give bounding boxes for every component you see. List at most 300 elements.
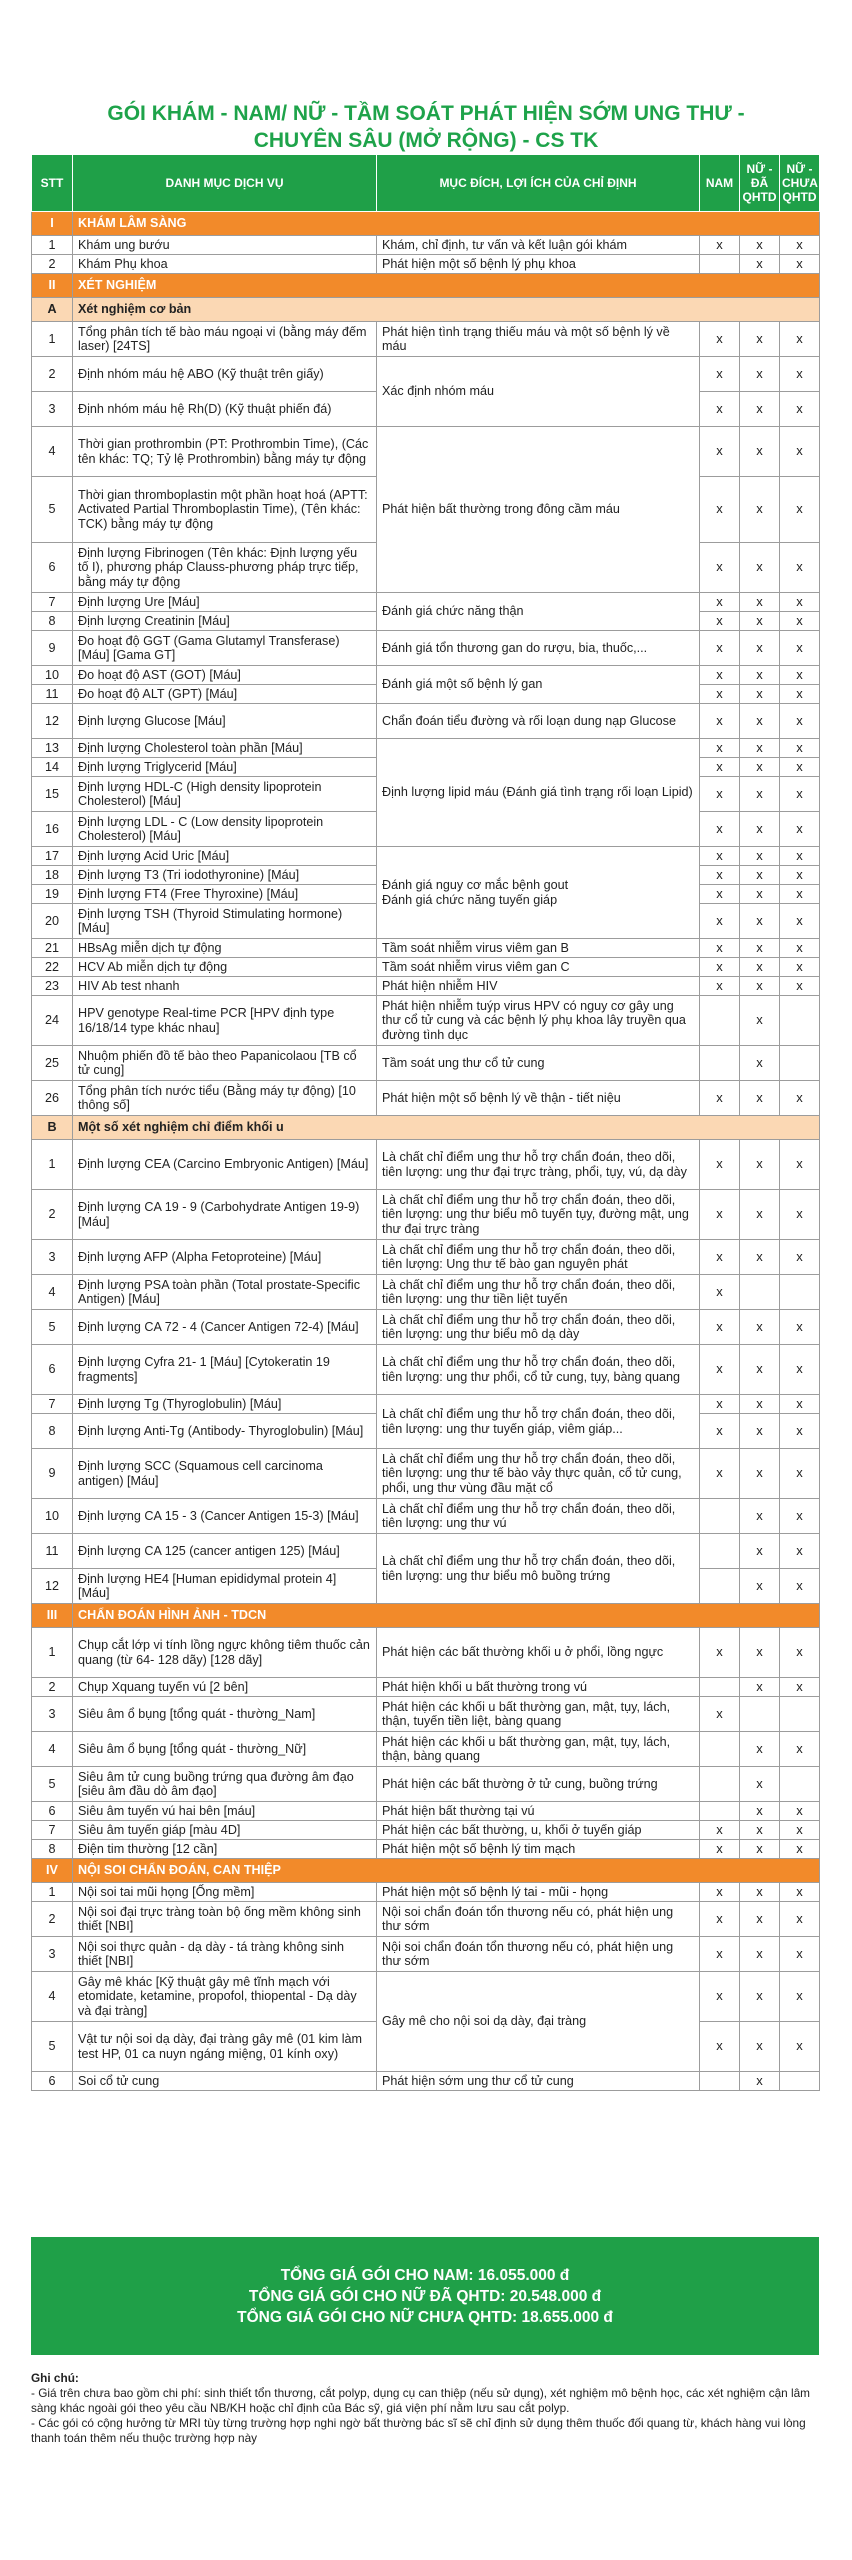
service-name: Đo hoạt độ GGT (Gama Glutamyl Transferase) [Máu] [Gama GT] xyxy=(73,631,377,666)
purpose-cell: Đánh giá tổn thương gan do rượu, bia, thuốc,... xyxy=(377,631,700,666)
table-row xyxy=(32,631,820,666)
row-stt: 4 xyxy=(32,1972,73,2022)
mark-nam: x xyxy=(700,812,740,847)
mark-nu-chua-qhtd: x xyxy=(780,357,820,392)
service-name: HCV Ab miễn dịch tự động xyxy=(73,958,377,977)
mark-nu-da-qhtd: x xyxy=(740,543,780,593)
service-name: Định lượng CA 125 (cancer antigen 125) [Máu] xyxy=(73,1534,377,1569)
mark-nu-chua-qhtd xyxy=(780,1767,820,1802)
mark-nam: x xyxy=(700,1140,740,1190)
mark-nam: x xyxy=(700,236,740,255)
table-row xyxy=(32,1499,820,1534)
mark-nu-chua-qhtd: x xyxy=(780,255,820,274)
section-title: Một số xét nghiệm chỉ điểm khối u xyxy=(73,1116,820,1140)
mark-nam: x xyxy=(700,1310,740,1345)
mark-nu-chua-qhtd: x xyxy=(780,236,820,255)
table-row xyxy=(32,1802,820,1821)
purpose-cell: Phát hiện các bất thường ở tử cung, buồng trứng xyxy=(377,1767,700,1802)
purpose-cell: Phát hiện các khối u bất thường gan, mật, tụy, lách, thận, tuyến tiền liệt, bàng quang xyxy=(377,1697,700,1732)
purpose-cell: Phát hiện bất thường tại vú xyxy=(377,1802,700,1821)
mark-nam: x xyxy=(700,2022,740,2072)
purpose-cell: Tầm soát ung thư cổ tử cung xyxy=(377,1046,700,1081)
service-name: Định nhóm máu hệ ABO (Kỹ thuật trên giấy) xyxy=(73,357,377,392)
row-stt: A xyxy=(32,298,73,322)
row-stt: 20 xyxy=(32,904,73,939)
purpose-cell: Là chất chỉ điểm ung thư hỗ trợ chẩn đoán, theo dõi, tiên lượng: ung thư biểu mô tuyến tụy, đường mật, ung thư đại trực tràng xyxy=(377,1190,700,1240)
row-stt: 7 xyxy=(32,1395,73,1414)
mark-nu-chua-qhtd: x xyxy=(780,777,820,812)
mark-nam: x xyxy=(700,1697,740,1732)
row-stt: 11 xyxy=(32,685,73,704)
service-name: Khám Phụ khoa xyxy=(73,255,377,274)
table-row xyxy=(32,1046,820,1081)
mark-nu-chua-qhtd xyxy=(780,1697,820,1732)
purpose-cell: Phát hiện nhiễm HIV xyxy=(377,977,700,996)
mark-nu-chua-qhtd: x xyxy=(780,1902,820,1937)
mark-nu-da-qhtd: x xyxy=(740,631,780,666)
mark-nu-da-qhtd: x xyxy=(740,758,780,777)
service-name: Khám ung bướu xyxy=(73,236,377,255)
mark-nam: x xyxy=(700,885,740,904)
mark-nu-da-qhtd: x xyxy=(740,1678,780,1697)
mark-nu-chua-qhtd xyxy=(780,2072,820,2091)
row-stt: 9 xyxy=(32,631,73,666)
table-row xyxy=(32,1767,820,1802)
mark-nu-chua-qhtd: x xyxy=(780,939,820,958)
section-title: XÉT NGHIỆM xyxy=(73,274,820,298)
service-name: HPV genotype Real-time PCR [HPV định type 16/18/14 type khác nhau] xyxy=(73,996,377,1046)
page-title xyxy=(0,100,852,154)
mark-nu-chua-qhtd: x xyxy=(780,1190,820,1240)
row-stt: 8 xyxy=(32,612,73,631)
row-stt: 5 xyxy=(32,2022,73,2072)
table-row xyxy=(32,1534,820,1569)
mark-nu-chua-qhtd xyxy=(780,996,820,1046)
table-row xyxy=(32,1449,820,1499)
service-name: Siêu âm tử cung buồng trứng qua đường âm đạo [siêu âm đầu dò âm đạo] xyxy=(73,1767,377,1802)
mark-nu-da-qhtd: x xyxy=(740,666,780,685)
table-row xyxy=(32,1240,820,1275)
row-stt: 4 xyxy=(32,427,73,477)
mark-nu-da-qhtd: x xyxy=(740,777,780,812)
mark-nu-chua-qhtd: x xyxy=(780,1883,820,1902)
service-name: Định lượng Triglycerid [Máu] xyxy=(73,758,377,777)
mark-nu-da-qhtd: x xyxy=(740,427,780,477)
row-stt: 6 xyxy=(32,543,73,593)
section-row xyxy=(32,1859,820,1883)
table-header-row xyxy=(32,155,820,212)
mark-nam: x xyxy=(700,685,740,704)
mark-nam: x xyxy=(700,322,740,357)
mark-nu-da-qhtd: x xyxy=(740,1081,780,1116)
mark-nu-da-qhtd: x xyxy=(740,739,780,758)
purpose-cell: Phát hiện tình trạng thiếu máu và một số bệnh lý về máu xyxy=(377,322,700,357)
mark-nu-da-qhtd: x xyxy=(740,1802,780,1821)
row-stt: 19 xyxy=(32,885,73,904)
mark-nam: x xyxy=(700,1275,740,1310)
row-stt: 5 xyxy=(32,477,73,543)
row-stt: 5 xyxy=(32,1767,73,1802)
service-name: Định lượng SCC (Squamous cell carcinoma antigen) [Máu] xyxy=(73,1449,377,1499)
table-row xyxy=(32,322,820,357)
table-row xyxy=(32,1883,820,1902)
purpose-cell: Đánh giá chức năng thận xyxy=(377,593,700,631)
header-nam: NAM xyxy=(700,155,740,212)
row-stt: 16 xyxy=(32,812,73,847)
purpose-cell: Phát hiện các khối u bất thường gan, mật, tụy, lách, thận, bàng quang xyxy=(377,1732,700,1767)
service-name: Định lượng Creatinin [Máu] xyxy=(73,612,377,631)
mark-nu-chua-qhtd: x xyxy=(780,1732,820,1767)
mark-nam xyxy=(700,1499,740,1534)
row-stt: 15 xyxy=(32,777,73,812)
row-stt: 21 xyxy=(32,939,73,958)
section-row xyxy=(32,212,820,236)
mark-nu-chua-qhtd: x xyxy=(780,631,820,666)
mark-nu-da-qhtd: x xyxy=(740,1937,780,1972)
table-row xyxy=(32,977,820,996)
mark-nam: x xyxy=(700,1628,740,1678)
table-row xyxy=(32,1395,820,1414)
table-row xyxy=(32,236,820,255)
table-row xyxy=(32,1697,820,1732)
purpose-cell: Tầm soát nhiễm virus viêm gan B xyxy=(377,939,700,958)
mark-nam: x xyxy=(700,1902,740,1937)
row-stt: 3 xyxy=(32,392,73,427)
subsection-row xyxy=(32,298,820,322)
mark-nu-chua-qhtd: x xyxy=(780,904,820,939)
service-name: Tổng phân tích tế bào máu ngoại vi (bằng máy đếm laser) [24TS] xyxy=(73,322,377,357)
mark-nam: x xyxy=(700,1190,740,1240)
row-stt: 4 xyxy=(32,1732,73,1767)
row-stt: IV xyxy=(32,1859,73,1883)
service-name: HIV Ab test nhanh xyxy=(73,977,377,996)
total-nu-chua-qhtd: TỔNG GIÁ GÓI CHO NỮ CHƯA QHTD: 18.655.000 đ xyxy=(237,2308,613,2326)
service-name: Định lượng HE4 [Human epididymal protein 4] [Máu] xyxy=(73,1569,377,1604)
purpose-cell: Phát hiện khối u bất thường trong vú xyxy=(377,1678,700,1697)
header-purpose: MỤC ĐÍCH, LỢI ÍCH CỦA CHỈ ĐỊNH xyxy=(377,155,700,212)
service-name: Định lượng HDL-C (High density lipoprotein Cholesterol) [Máu] xyxy=(73,777,377,812)
table-row xyxy=(32,255,820,274)
table-row xyxy=(32,704,820,739)
service-name: Định lượng CA 19 - 9 (Carbohydrate Antigen 19-9) [Máu] xyxy=(73,1190,377,1240)
row-stt: 22 xyxy=(32,958,73,977)
row-stt: 1 xyxy=(32,1140,73,1190)
mark-nam xyxy=(700,255,740,274)
mark-nu-da-qhtd: x xyxy=(740,477,780,543)
mark-nu-da-qhtd: x xyxy=(740,322,780,357)
table-body xyxy=(32,212,820,2091)
mark-nam: x xyxy=(700,1414,740,1449)
mark-nu-da-qhtd: x xyxy=(740,1240,780,1275)
row-stt: 2 xyxy=(32,255,73,274)
mark-nu-da-qhtd: x xyxy=(740,1767,780,1802)
row-stt: 2 xyxy=(32,357,73,392)
mark-nu-da-qhtd: x xyxy=(740,1499,780,1534)
service-name: Siêu âm ổ bụng [tổng quát - thường_Nam] xyxy=(73,1697,377,1732)
mark-nu-chua-qhtd: x xyxy=(780,392,820,427)
table-row xyxy=(32,939,820,958)
purpose-cell: Là chất chỉ điểm ung thư hỗ trợ chẩn đoán, theo dõi, tiên lượng: ung thư tế bào vảy thực quản, cổ tử cung, phổi, ung thư vùng đầu mặt cổ xyxy=(377,1449,700,1499)
mark-nu-da-qhtd: x xyxy=(740,866,780,885)
total-nam: TỔNG GIÁ GÓI CHO NAM: 16.055.000 đ xyxy=(280,2266,570,2284)
mark-nam xyxy=(700,1767,740,1802)
row-stt: 6 xyxy=(32,2072,73,2091)
row-stt: 6 xyxy=(32,1802,73,1821)
mark-nu-chua-qhtd: x xyxy=(780,866,820,885)
row-stt: I xyxy=(32,212,73,236)
table-row xyxy=(32,1190,820,1240)
service-name: Nhuộm phiến đồ tế bào theo Papanicolaou [TB cổ tử cung] xyxy=(73,1046,377,1081)
service-name: Gây mê khác [Kỹ thuật gây mê tĩnh mạch với etomidate, ketamine, propofol, thiopental - Dạ dày và đại tràng] xyxy=(73,1972,377,2022)
purpose-cell: Là chất chỉ điểm ung thư hỗ trợ chẩn đoán, theo dõi, tiên lượng: ung thư tuyến giáp, viêm giáp... xyxy=(377,1395,700,1449)
purpose-cell: Định lượng lipid máu (Đánh giá tình trạng rối loạn Lipid) xyxy=(377,739,700,847)
service-name: Định lượng Tg (Thyroglobulin) [Máu] xyxy=(73,1395,377,1414)
service-name: Chụp cắt lớp vi tính lồng ngực không tiêm thuốc cản quang (từ 64- 128 dãy) [128 dãy] xyxy=(73,1628,377,1678)
row-stt: 6 xyxy=(32,1345,73,1395)
purpose-cell: Là chất chỉ điểm ung thư hỗ trợ chẩn đoán, theo dõi, tiên lượng: ung thư phổi, cổ tử cung, tụy, bàng quang xyxy=(377,1345,700,1395)
mark-nu-chua-qhtd: x xyxy=(780,758,820,777)
mark-nu-da-qhtd: x xyxy=(740,996,780,1046)
purpose-cell: Gây mê cho nội soi dạ dày, đại tràng xyxy=(377,1972,700,2072)
mark-nam: x xyxy=(700,1972,740,2022)
service-name: Định lượng Cholesterol toàn phần [Máu] xyxy=(73,739,377,758)
mark-nu-chua-qhtd: x xyxy=(780,1395,820,1414)
table-row xyxy=(32,1628,820,1678)
mark-nam: x xyxy=(700,1449,740,1499)
service-table xyxy=(31,154,820,2091)
mark-nu-da-qhtd: x xyxy=(740,593,780,612)
row-stt: B xyxy=(32,1116,73,1140)
mark-nu-da-qhtd: x xyxy=(740,904,780,939)
row-stt: II xyxy=(32,274,73,298)
service-name: Định lượng Glucose [Máu] xyxy=(73,704,377,739)
mark-nu-chua-qhtd: x xyxy=(780,885,820,904)
mark-nam: x xyxy=(700,427,740,477)
table-row xyxy=(32,1140,820,1190)
mark-nu-chua-qhtd: x xyxy=(780,1499,820,1534)
service-name: Siêu âm tuyến vú hai bên [máu] xyxy=(73,1802,377,1821)
mark-nu-da-qhtd: x xyxy=(740,704,780,739)
row-stt: 1 xyxy=(32,236,73,255)
purpose-cell: Nội soi chẩn đoán tổn thương nếu có, phát hiện ung thư sớm xyxy=(377,1937,700,1972)
section-title: NỘI SOI CHẨN ĐOÁN, CAN THIỆP xyxy=(73,1859,820,1883)
section-row xyxy=(32,1604,820,1628)
mark-nam: x xyxy=(700,1883,740,1902)
purpose-cell: Chẩn đoán tiểu đường và rối loạn dung nạp Glucose xyxy=(377,704,700,739)
mark-nu-da-qhtd: x xyxy=(740,1449,780,1499)
mark-nu-da-qhtd: x xyxy=(740,236,780,255)
section-row xyxy=(32,274,820,298)
mark-nu-chua-qhtd: x xyxy=(780,1414,820,1449)
row-stt: 13 xyxy=(32,739,73,758)
mark-nam: x xyxy=(700,477,740,543)
service-name: Đo hoạt độ ALT (GPT) [Máu] xyxy=(73,685,377,704)
row-stt: 7 xyxy=(32,1821,73,1840)
header-nu-da-qhtd: NỮ - ĐÃ QHTD xyxy=(740,155,780,212)
mark-nu-chua-qhtd: x xyxy=(780,1802,820,1821)
mark-nu-da-qhtd: x xyxy=(740,1345,780,1395)
row-stt: 12 xyxy=(32,1569,73,1604)
mark-nu-chua-qhtd: x xyxy=(780,812,820,847)
table-row xyxy=(32,357,820,392)
mark-nu-da-qhtd: x xyxy=(740,2072,780,2091)
purpose-cell: Phát hiện các bất thường khối u ở phổi, lồng ngực xyxy=(377,1628,700,1678)
note-line-1: - Giá trên chưa bao gồm chi phí: sinh thiết tổn thương, cắt polyp, dụng cụ can thiệp (nếu sử dụng), xét nghiệm mô bệnh học, các xét nghiệm cận lâm sàng khác ngoài gói theo yêu cầu NB/KH hoặc chỉ định của Bác sỹ, giá viện phí nằm lưu sau cắt polyp. xyxy=(31,2386,811,2415)
row-stt: 14 xyxy=(32,758,73,777)
total-nu-da-qhtd: TỔNG GIÁ GÓI CHO NỮ ĐÃ QHTD: 20.548.000 đ xyxy=(248,2287,602,2305)
mark-nu-chua-qhtd: x xyxy=(780,1081,820,1116)
row-stt: 1 xyxy=(32,1628,73,1678)
service-name: Định lượng Fibrinogen (Tên khác: Định lượng yếu tố I), phương pháp Clauss-phương pháp trực tiếp, bằng máy tự động xyxy=(73,543,377,593)
purpose-cell: Phát hiện một số bệnh lý tim mạch xyxy=(377,1840,700,1859)
mark-nu-da-qhtd: x xyxy=(740,1840,780,1859)
row-stt: 2 xyxy=(32,1678,73,1697)
table-row xyxy=(32,996,820,1046)
row-stt: 26 xyxy=(32,1081,73,1116)
mark-nu-da-qhtd: x xyxy=(740,1310,780,1345)
mark-nam xyxy=(700,1534,740,1569)
service-name: Định lượng TSH (Thyroid Stimulating hormone) [Máu] xyxy=(73,904,377,939)
mark-nu-da-qhtd: x xyxy=(740,977,780,996)
mark-nu-chua-qhtd: x xyxy=(780,612,820,631)
mark-nu-da-qhtd: x xyxy=(740,1140,780,1190)
mark-nu-da-qhtd: x xyxy=(740,1628,780,1678)
table-row xyxy=(32,2072,820,2091)
mark-nu-chua-qhtd: x xyxy=(780,704,820,739)
mark-nam: x xyxy=(700,847,740,866)
service-name: Định lượng Anti-Tg (Antibody- Thyroglobulin) [Máu] xyxy=(73,1414,377,1449)
mark-nu-da-qhtd xyxy=(740,1275,780,1310)
section-title: Xét nghiệm cơ bản xyxy=(73,298,820,322)
mark-nam: x xyxy=(700,777,740,812)
mark-nu-chua-qhtd: x xyxy=(780,1569,820,1604)
mark-nu-chua-qhtd: x xyxy=(780,1449,820,1499)
mark-nu-chua-qhtd: x xyxy=(780,1140,820,1190)
service-name: Vật tư nội soi dạ dày, đại tràng gây mê (01 kim làm test HP, 01 ca nuyn ngáng miệng, 01 kính oxy) xyxy=(73,2022,377,2072)
mark-nu-da-qhtd: x xyxy=(740,885,780,904)
mark-nam: x xyxy=(700,1240,740,1275)
purpose-cell: Phát hiện một số bệnh lý phụ khoa xyxy=(377,255,700,274)
table-row xyxy=(32,847,820,866)
row-stt: 8 xyxy=(32,1840,73,1859)
row-stt: 2 xyxy=(32,1190,73,1240)
mark-nam: x xyxy=(700,704,740,739)
table-row xyxy=(32,958,820,977)
mark-nam: x xyxy=(700,739,740,758)
mark-nam: x xyxy=(700,593,740,612)
table-row xyxy=(32,739,820,758)
mark-nam xyxy=(700,1732,740,1767)
row-stt: 11 xyxy=(32,1534,73,1569)
mark-nu-chua-qhtd: x xyxy=(780,666,820,685)
service-name: Soi cổ tử cung xyxy=(73,2072,377,2091)
mark-nam: x xyxy=(700,1395,740,1414)
totals-box xyxy=(31,2237,819,2355)
row-stt: 7 xyxy=(32,593,73,612)
header-service: DANH MỤC DỊCH VỤ xyxy=(73,155,377,212)
service-name: Siêu âm ổ bụng [tổng quát - thường_Nữ] xyxy=(73,1732,377,1767)
table-row xyxy=(32,1345,820,1395)
table-row xyxy=(32,1821,820,1840)
service-name: Định lượng Acid Uric [Máu] xyxy=(73,847,377,866)
mark-nu-chua-qhtd: x xyxy=(780,847,820,866)
mark-nu-da-qhtd: x xyxy=(740,612,780,631)
mark-nam: x xyxy=(700,939,740,958)
purpose-cell: Phát hiện bất thường trong đông cầm máu xyxy=(377,427,700,593)
mark-nu-chua-qhtd: x xyxy=(780,1972,820,2022)
mark-nu-chua-qhtd: x xyxy=(780,1937,820,1972)
row-stt: 25 xyxy=(32,1046,73,1081)
row-stt: 17 xyxy=(32,847,73,866)
mark-nam xyxy=(700,1569,740,1604)
purpose-cell: Là chất chỉ điểm ung thư hỗ trợ chẩn đoán, theo dõi, tiên lượng: ung thư tiền liệt tuyến xyxy=(377,1275,700,1310)
purpose-cell: Phát hiện một số bệnh lý về thận - tiết niệu xyxy=(377,1081,700,1116)
mark-nu-da-qhtd: x xyxy=(740,357,780,392)
service-name: Thời gian prothrombin (PT: Prothrombin Time), (Các tên khác: TQ; Tỷ lệ Prothrombin) bằng máy tự động xyxy=(73,427,377,477)
mark-nu-da-qhtd: x xyxy=(740,847,780,866)
purpose-cell: Nội soi chẩn đoán tổn thương nếu có, phát hiện ung thư sớm xyxy=(377,1902,700,1937)
mark-nu-da-qhtd: x xyxy=(740,255,780,274)
section-title: KHÁM LÂM SÀNG xyxy=(73,212,820,236)
row-stt: 5 xyxy=(32,1310,73,1345)
title-line-1: GÓI KHÁM - NAM/ NỮ - TẦM SOÁT PHÁT HIỆN SỚM UNG THƯ - xyxy=(107,102,745,125)
mark-nam xyxy=(700,1046,740,1081)
service-name: Định lượng PSA toàn phần (Total prostate-Specific Antigen) [Máu] xyxy=(73,1275,377,1310)
header-nu-chua-qhtd: NỮ - CHƯA QHTD xyxy=(780,155,820,212)
mark-nu-chua-qhtd: x xyxy=(780,543,820,593)
row-stt: 1 xyxy=(32,1883,73,1902)
mark-nam: x xyxy=(700,543,740,593)
purpose-cell: Là chất chỉ điểm ung thư hỗ trợ chẩn đoán, theo dõi, tiên lượng: ung thư biểu mô dạ dày xyxy=(377,1310,700,1345)
row-stt: 18 xyxy=(32,866,73,885)
mark-nam: x xyxy=(700,904,740,939)
mark-nu-chua-qhtd: x xyxy=(780,1628,820,1678)
mark-nu-chua-qhtd xyxy=(780,1275,820,1310)
notes-title: Ghi chú: xyxy=(31,2371,79,2385)
mark-nu-da-qhtd: x xyxy=(740,1046,780,1081)
row-stt: 10 xyxy=(32,1499,73,1534)
mark-nam: x xyxy=(700,1840,740,1859)
mark-nu-da-qhtd: x xyxy=(740,1902,780,1937)
mark-nam: x xyxy=(700,958,740,977)
table-row xyxy=(32,1840,820,1859)
mark-nu-chua-qhtd: x xyxy=(780,477,820,543)
service-name: Định lượng Cyfra 21- 1 [Máu] [Cytokeratin 19 fragments] xyxy=(73,1345,377,1395)
table-row xyxy=(32,1081,820,1116)
row-stt: 12 xyxy=(32,704,73,739)
purpose-cell: Phát hiện các bất thường, u, khối ở tuyến giáp xyxy=(377,1821,700,1840)
mark-nu-chua-qhtd: x xyxy=(780,977,820,996)
purpose-cell: Đánh giá nguy cơ mắc bệnh gout Đánh giá chức năng tuyến giáp xyxy=(377,847,700,939)
mark-nu-da-qhtd: x xyxy=(740,939,780,958)
mark-nu-chua-qhtd: x xyxy=(780,1840,820,1859)
mark-nu-da-qhtd: x xyxy=(740,1972,780,2022)
purpose-cell: Là chất chỉ điểm ung thư hỗ trợ chẩn đoán, theo dõi, tiên lượng: ung thư vú xyxy=(377,1499,700,1534)
mark-nam: x xyxy=(700,612,740,631)
purpose-cell: Khám, chỉ định, tư vấn và kết luận gói khám xyxy=(377,236,700,255)
purpose-cell: Là chất chỉ điểm ung thư hỗ trợ chẩn đoán, theo dõi, tiên lượng: ung thư biểu mô buồng trứng xyxy=(377,1534,700,1604)
mark-nu-da-qhtd: x xyxy=(740,812,780,847)
row-stt: 3 xyxy=(32,1240,73,1275)
service-name: Định lượng LDL - C (Low density lipoprotein Cholesterol) [Máu] xyxy=(73,812,377,847)
mark-nu-da-qhtd: x xyxy=(740,1569,780,1604)
subsection-row xyxy=(32,1116,820,1140)
service-name: Nội soi đại trực tràng toàn bộ ống mềm không sinh thiết [NBI] xyxy=(73,1902,377,1937)
mark-nam: x xyxy=(700,977,740,996)
row-stt: 24 xyxy=(32,996,73,1046)
mark-nam xyxy=(700,996,740,1046)
purpose-cell: Là chất chỉ điểm ung thư hỗ trợ chẩn đoán, theo dõi, tiên lượng: ung thư đại trực tràng, phổi, tụy, vú, dạ dày xyxy=(377,1140,700,1190)
